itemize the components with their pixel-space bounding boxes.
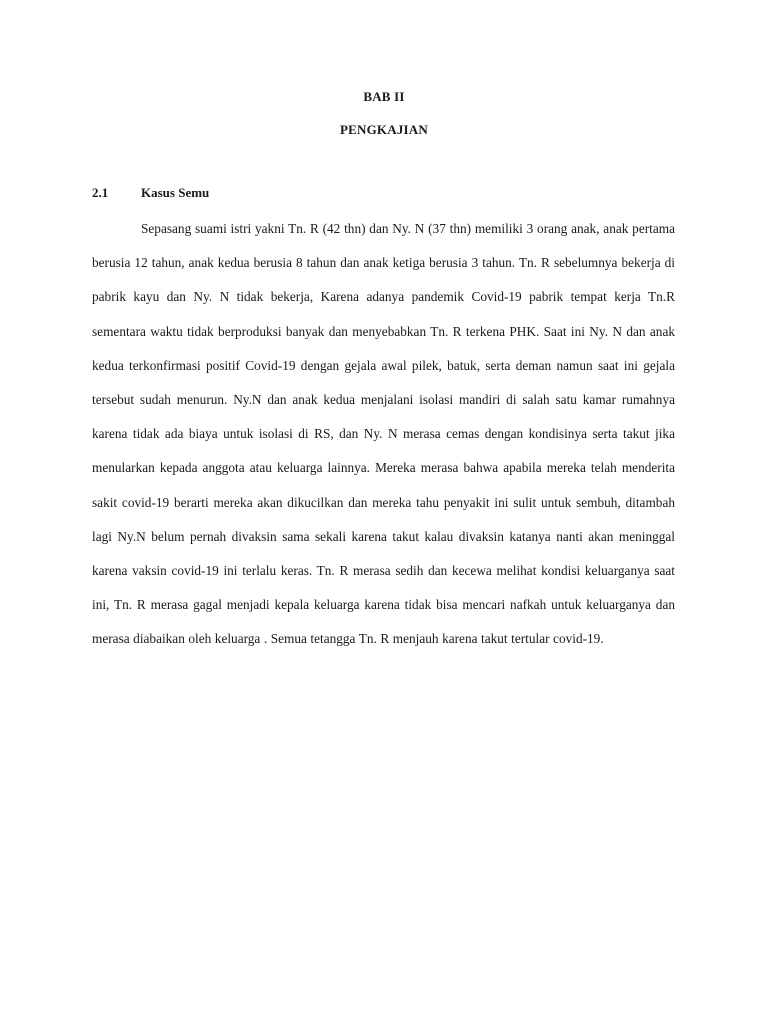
section-number: 2.1 [92, 185, 109, 200]
case-paragraph: Sepasang suami istri yakni Tn. R (42 thn) dan Ny. N (37 thn) memiliki 3 orang anak, anak pertama berusia 12 tahun, anak kedua berusia 8 tahun dan anak ketiga berusia 3 tahun. Tn. R sebelumnya bekerja di pabrik kayu dan Ny. N tidak bekerja, Karena adanya pandemik Covid-19 pabrik tempat kerja Tn.R sementara waktu tidak berproduksi banyak dan menyebabkan Tn. R terkena PHK. Saat ini Ny. N dan anak kedua terkonfirmasi positif Covid-19 dengan gejala awal pilek, batuk, serta deman namun saat ini gejala tersebut sudah menurun. Ny.N dan anak kedua menjalani isolasi mandiri di salah satu kamar rumahnya karena tidak ada biaya untuk isolasi di RS, dan Ny. N merasa cemas dengan kondisinya serta takut jika menularkan kepada anggota atau keluarga lainnya. Mereka merasa bahwa apabila mereka telah menderita sakit covid-19 berarti mereka akan dikucilkan dan mereka tahu penyakit ini sulit untuk sembuh, ditambah lagi Ny.N belum pernah divaksin sama sekali karena takut kalau divaksin katanya nanti akan meninggal karena vaksin covid-19 ini terlalu keras. Tn. R merasa sedih dan kecewa melihat kondisi keluarganya saat ini, Tn. R merasa gagal menjadi kepala keluarga karena tidak bisa mencari nafkah untuk keluarganya dan merasa diabaikan oleh keluarga . Semua tetangga Tn. R menjauh karena takut tertular covid-19. [92, 221, 675, 647]
section-title: Kasus Semu [141, 185, 210, 200]
chapter-title: PENGKAJIAN [340, 122, 428, 137]
chapter-number: BAB II [363, 89, 405, 104]
section-heading [92, 185, 209, 201]
